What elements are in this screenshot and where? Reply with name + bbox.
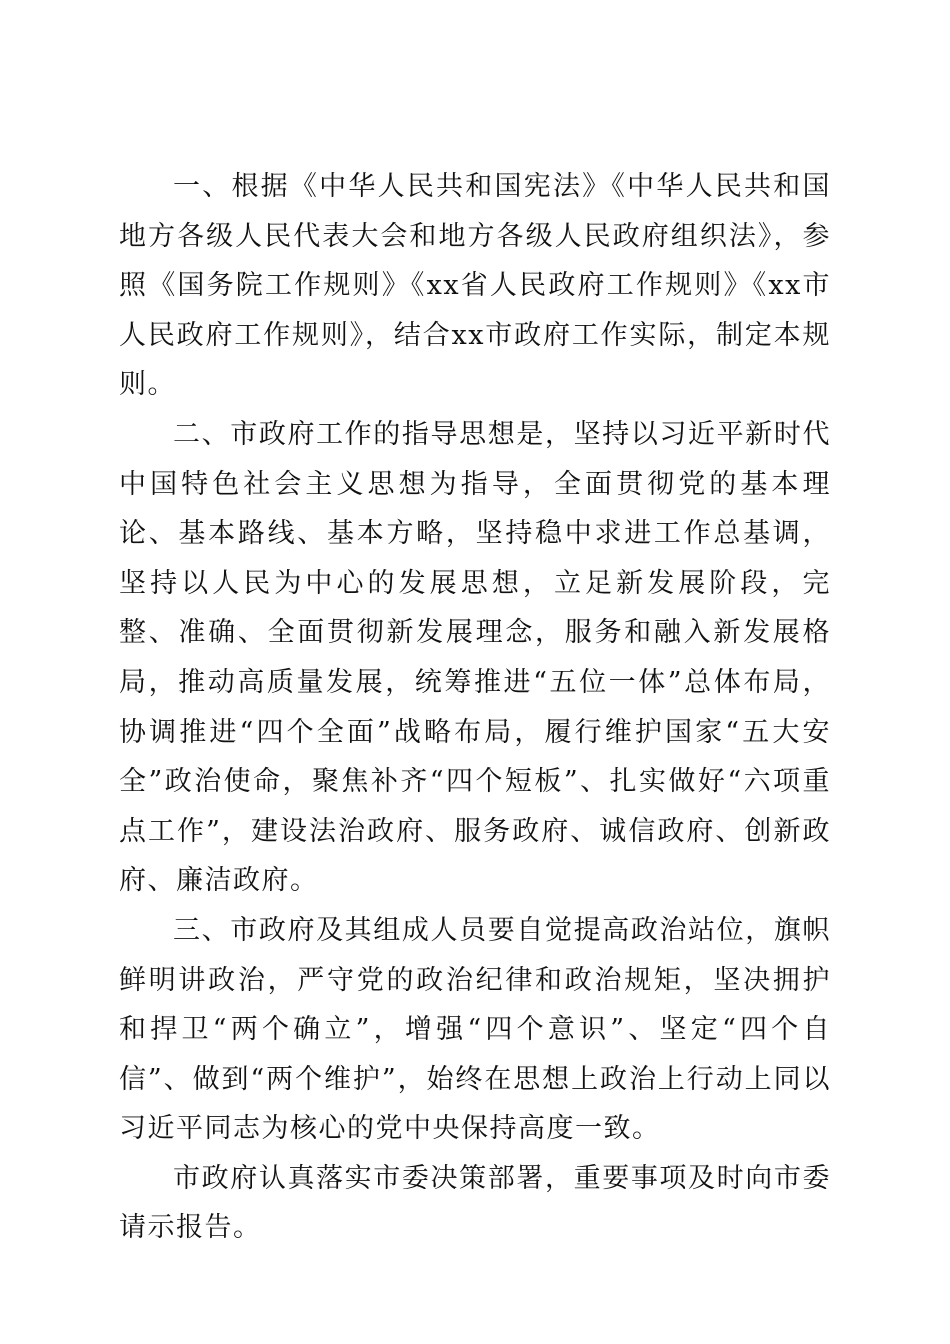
paragraph-reporting: 市政府认真落实市委决策部署，重要事项及时向市委请示报告。 bbox=[119, 1162, 831, 1244]
paragraph-guiding-ideology: 二、市政府工作的指导思想是，坚持以习近平新时代中国特色社会主义思想为指导，全面贯彻党的基本理论、基本路线、基本方略，坚持稳中求进工作总基调，坚持以人民为中心的发展思想，立足新发展阶段，完整、准确、全面贯彻新发展理念，服务和融入新发展格局，推动高质量发展，统筹推进“五位一体”总体布局，协调推进“四个全面”战略布局，履行维护国家“五大安全”政治使命，聚焦补齐“四个短板”、扎实做好“六项重点工作”，建设法治政府、服务政府、诚信政府、创新政府、廉洁政府。 bbox=[119, 418, 831, 897]
document-body bbox=[119, 162, 831, 1253]
paragraph-political-stance: 三、市政府及其组成人员要自觉提高政治站位，旗帜鲜明讲政治，严守党的政治纪律和政治规矩，坚决拥护和捍卫“两个确立”，增强“四个意识”、坚定“四个自信”、做到“两个维护”，始终在思想上政治上行动上同以习近平同志为核心的党中央保持高度一致。 bbox=[119, 914, 831, 1145]
paragraph-legal-basis: 一、根据《中华人民共和国宪法》《中华人民共和国地方各级人民代表大会和地方各级人民政府组织法》，参照《国务院工作规则》《xx省人民政府工作规则》《xx市人民政府工作规则》，结合xx市政府工作实际，制定本规则。 bbox=[119, 171, 831, 401]
